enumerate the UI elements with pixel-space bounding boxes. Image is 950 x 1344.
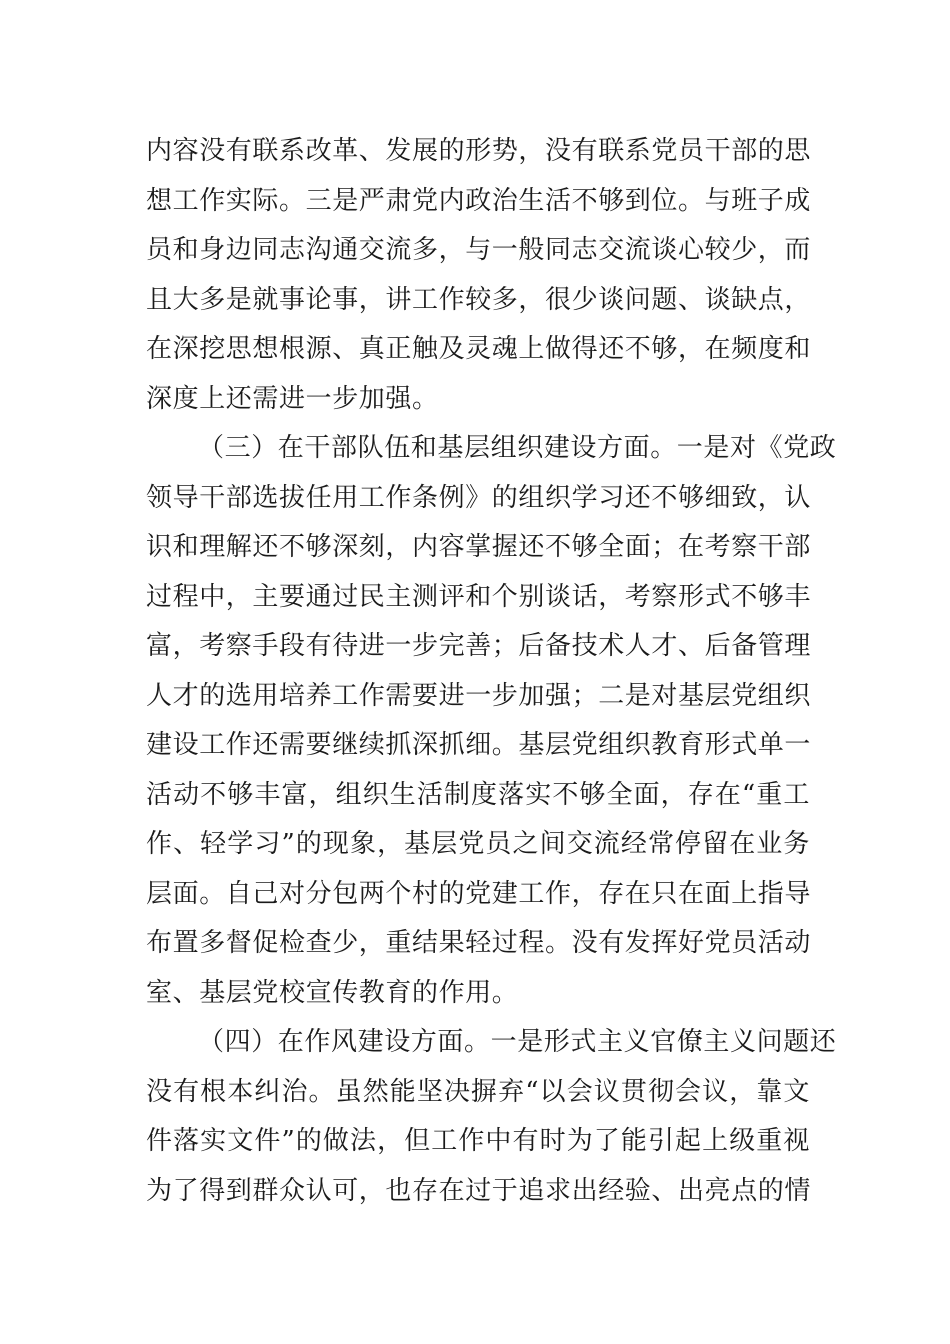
- body-text: [146, 127, 837, 1216]
- text-line: 内容没有联系改革、发展的形势，没有联系党员干部的思: [146, 136, 812, 166]
- text-line: 富，考察手段有待进一步完善；后备技术人才、后备管理: [146, 631, 812, 661]
- text-line: 想工作实际。三是严肃党内政治生活不够到位。与班子成: [146, 185, 812, 216]
- text-line: 员和身边同志沟通交流多，与一般同志交流谈心较少，而: [146, 235, 812, 265]
- text-line: 室、基层党校宣传教育的作用。: [146, 977, 519, 1008]
- text-line: 作、轻学习”的现象，基层党员之间交流经常停留在业务: [146, 829, 810, 859]
- text-line: 在深挖思想根源、真正触及灵魂上做得还不够，在频度和: [146, 334, 812, 364]
- text-line: 人才的选用培养工作需要进一步加强；二是对基层党组织: [146, 680, 812, 711]
- text-line: 件落实文件”的做法，但工作中有时为了能引起上级重视: [146, 1126, 810, 1156]
- section-heading-line: （三）在干部队伍和基层组织建设方面。一是对《党政: [198, 433, 837, 463]
- section-heading-line: （四）在作风建设方面。一是形式主义官僚主义问题还: [198, 1027, 837, 1057]
- text-line: 布置多督促检查少，重结果轻过程。没有发挥好党员活动: [146, 928, 812, 958]
- text-line: 领导干部选拔任用工作条例》的组织学习还不够细致，认: [146, 482, 812, 513]
- text-line: 层面。自己对分包两个村的党建工作，存在只在面上指导: [146, 878, 812, 909]
- text-line: 建设工作还需要继续抓深抓细。基层党组织教育形式单一: [146, 730, 812, 760]
- text-line: 为了得到群众认可，也存在过于追求出经验、出亮点的情: [146, 1175, 812, 1206]
- text-line: 活动不够丰富，组织生活制度落实不够全面，存在“重工: [146, 779, 810, 810]
- text-line: 且大多是就事论事，讲工作较多，很少谈问题、谈缺点，: [146, 284, 812, 315]
- text-line: 识和理解还不够深刻，内容掌握还不够全面；在考察干部: [146, 532, 812, 562]
- text-line: 深度上还需进一步加强。: [146, 383, 439, 414]
- text-line: 没有根本纠治。虽然能坚决摒弃“以会议贯彻会议，靠文: [146, 1076, 810, 1107]
- text-line: 过程中，主要通过民主测评和个别谈话，考察形式不够丰: [146, 581, 812, 612]
